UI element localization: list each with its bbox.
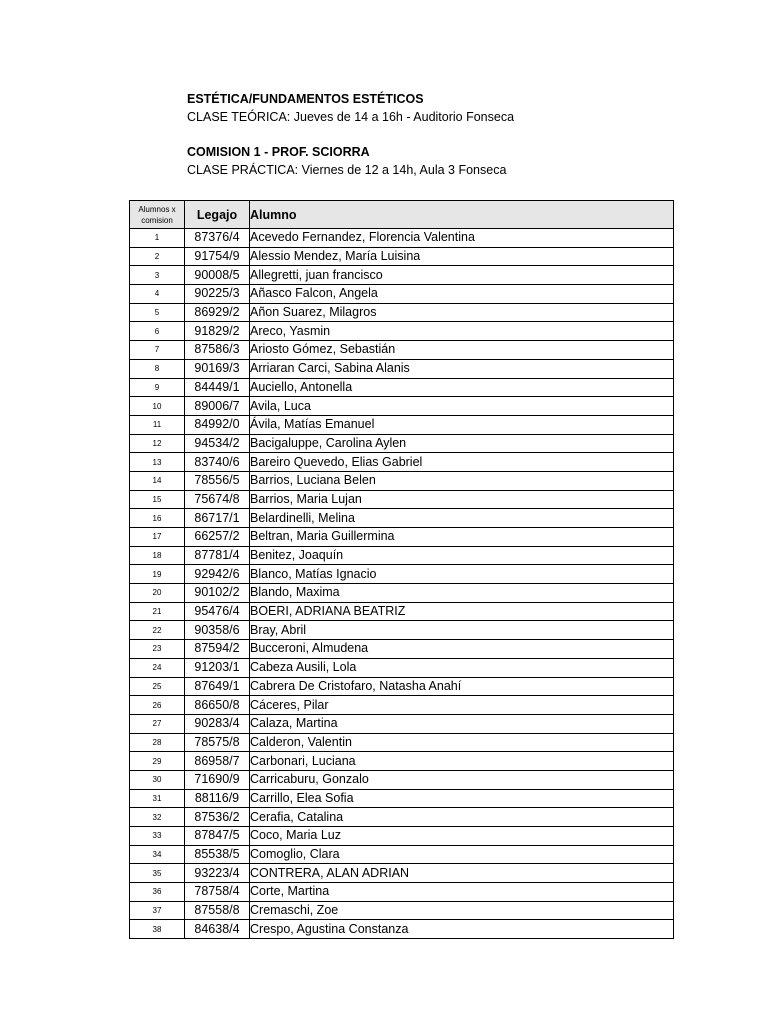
legajo-cell: 92942/6 [185,565,250,584]
legajo-cell: 87586/3 [185,341,250,360]
table-row [130,285,674,304]
student-name-cell: Benitez, Joaquín [250,546,674,565]
row-number: 6 [130,322,185,341]
student-name-cell: Coco, Maria Luz [250,827,674,846]
document-header [187,90,514,179]
table-row [130,247,674,266]
legajo-cell: 66257/2 [185,528,250,547]
student-name-cell: Alessio Mendez, María Luisina [250,247,674,266]
legajo-cell: 86958/7 [185,752,250,771]
student-name-cell: Calaza, Martina [250,714,674,733]
table-row [130,733,674,752]
student-name-cell: Calderon, Valentin [250,733,674,752]
student-name-cell: Cabrera De Cristofaro, Natasha Anahí [250,677,674,696]
row-number: 35 [130,864,185,883]
legajo-cell: 71690/9 [185,770,250,789]
row-number: 31 [130,789,185,808]
student-name-cell: Ávila, Matías Emanuel [250,415,674,434]
table-row [130,546,674,565]
legajo-cell: 94534/2 [185,434,250,453]
legajo-cell: 87536/2 [185,808,250,827]
row-number: 12 [130,434,185,453]
legajo-cell: 87376/4 [185,229,250,248]
row-number: 16 [130,509,185,528]
row-number: 27 [130,714,185,733]
table-row [130,752,674,771]
table-row [130,584,674,603]
legajo-cell: 84638/4 [185,920,250,939]
student-name-cell: Areco, Yasmin [250,322,674,341]
legajo-cell: 89006/7 [185,397,250,416]
table-row [130,322,674,341]
table-row [130,621,674,640]
student-name-cell: Acevedo Fernandez, Florencia Valentina [250,229,674,248]
student-name-cell: Bucceroni, Almudena [250,640,674,659]
table-row [130,378,674,397]
row-number: 13 [130,453,185,472]
legajo-cell: 86650/8 [185,696,250,715]
student-name-cell: Allegretti, juan francisco [250,266,674,285]
legajo-cell: 91203/1 [185,658,250,677]
table-row [130,808,674,827]
table-row [130,714,674,733]
student-name-cell: Añon Suarez, Milagros [250,303,674,322]
legajo-cell: 87781/4 [185,546,250,565]
row-number: 18 [130,546,185,565]
student-name-cell: Auciello, Antonella [250,378,674,397]
table-row [130,509,674,528]
table-row [130,359,674,378]
legajo-cell: 78758/4 [185,883,250,902]
student-name-cell: Ariosto Gómez, Sebastián [250,341,674,360]
legajo-cell: 95476/4 [185,602,250,621]
student-name-cell: Bareiro Quevedo, Elias Gabriel [250,453,674,472]
row-number: 25 [130,677,185,696]
table-row [130,397,674,416]
table-row [130,677,674,696]
table-row [130,864,674,883]
student-name-cell: Cerafia, Catalina [250,808,674,827]
table-row [130,341,674,360]
legajo-cell: 90102/2 [185,584,250,603]
legajo-cell: 86929/2 [185,303,250,322]
table-row [130,453,674,472]
student-name-cell: Belardinelli, Melina [250,509,674,528]
row-number: 7 [130,341,185,360]
column-header-legajo: Legajo [185,201,250,229]
legajo-cell: 88116/9 [185,789,250,808]
student-name-cell: Barrios, Maria Lujan [250,490,674,509]
legajo-cell: 83740/6 [185,453,250,472]
legajo-cell: 78556/5 [185,471,250,490]
student-name-cell: Comoglio, Clara [250,845,674,864]
legajo-cell: 78575/8 [185,733,250,752]
table-row [130,434,674,453]
student-name-cell: Barrios, Luciana Belen [250,471,674,490]
row-number: 20 [130,584,185,603]
student-name-cell: Carrillo, Elea Sofia [250,789,674,808]
legajo-cell: 91829/2 [185,322,250,341]
table-row [130,901,674,920]
row-number: 36 [130,883,185,902]
row-number: 32 [130,808,185,827]
legajo-cell: 84449/1 [185,378,250,397]
practice-class-info: CLASE PRÁCTICA: Viernes de 12 a 14h, Aula 3 Fonseca [187,163,507,177]
legajo-cell: 85538/5 [185,845,250,864]
row-number: 28 [130,733,185,752]
table-row [130,602,674,621]
legajo-cell: 87594/2 [185,640,250,659]
table-body [130,229,674,939]
row-number: 26 [130,696,185,715]
legajo-cell: 90225/3 [185,285,250,304]
student-name-cell: Blanco, Matías Ignacio [250,565,674,584]
row-number: 17 [130,528,185,547]
table-row [130,528,674,547]
row-number: 10 [130,397,185,416]
column-header-number: Alumnos x comision [130,201,185,229]
table-row [130,883,674,902]
row-number: 19 [130,565,185,584]
table-row [130,827,674,846]
row-number: 37 [130,901,185,920]
table-row [130,696,674,715]
row-number: 1 [130,229,185,248]
student-name-cell: Beltran, Maria Guillermina [250,528,674,547]
legajo-cell: 93223/4 [185,864,250,883]
student-name-cell: Bacigaluppe, Carolina Aylen [250,434,674,453]
student-name-cell: CONTRERA, ALAN ADRIAN [250,864,674,883]
student-name-cell: BOERI, ADRIANA BEATRIZ [250,602,674,621]
legajo-cell: 90283/4 [185,714,250,733]
student-name-cell: Corte, Martina [250,883,674,902]
student-name-cell: Cáceres, Pilar [250,696,674,715]
table-row [130,471,674,490]
table-row [130,565,674,584]
table-row [130,303,674,322]
row-number: 8 [130,359,185,378]
row-number: 38 [130,920,185,939]
row-number: 14 [130,471,185,490]
legajo-cell: 87649/1 [185,677,250,696]
row-number: 9 [130,378,185,397]
legajo-cell: 91754/9 [185,247,250,266]
table-row [130,920,674,939]
student-name-cell: Arriaran Carci, Sabina Alanis [250,359,674,378]
legajo-cell: 87558/8 [185,901,250,920]
row-number: 22 [130,621,185,640]
course-title: ESTÉTICA/FUNDAMENTOS ESTÉTICOS [187,92,424,106]
student-name-cell: Crespo, Agustina Constanza [250,920,674,939]
legajo-cell: 86717/1 [185,509,250,528]
column-header-alumno: Alumno [250,201,674,229]
student-name-cell: Carbonari, Luciana [250,752,674,771]
student-name-cell: Avila, Luca [250,397,674,416]
row-number: 24 [130,658,185,677]
legajo-cell: 84992/0 [185,415,250,434]
row-number: 2 [130,247,185,266]
student-name-cell: Bray, Abril [250,621,674,640]
student-roster-table [129,200,674,939]
table-row [130,770,674,789]
row-number: 11 [130,415,185,434]
table-row [130,229,674,248]
table-header-row [130,201,674,229]
table-row [130,415,674,434]
table-row [130,640,674,659]
row-number: 21 [130,602,185,621]
table-row [130,490,674,509]
theory-class-info: CLASE TEÓRICA: Jueves de 14 a 16h - Auditorio Fonseca [187,110,515,124]
row-number: 29 [130,752,185,771]
table-row [130,845,674,864]
table-row [130,266,674,285]
row-number: 4 [130,285,185,304]
legajo-cell: 90008/5 [185,266,250,285]
legajo-cell: 87847/5 [185,827,250,846]
row-number: 3 [130,266,185,285]
row-number: 5 [130,303,185,322]
row-number: 34 [130,845,185,864]
table-row [130,789,674,808]
commission-title: COMISION 1 - PROF. SCIORRA [187,145,370,159]
row-number: 30 [130,770,185,789]
row-number: 33 [130,827,185,846]
student-name-cell: Cremaschi, Zoe [250,901,674,920]
row-number: 15 [130,490,185,509]
student-name-cell: Añasco Falcon, Angela [250,285,674,304]
legajo-cell: 90169/3 [185,359,250,378]
legajo-cell: 75674/8 [185,490,250,509]
row-number: 23 [130,640,185,659]
legajo-cell: 90358/6 [185,621,250,640]
student-name-cell: Carricaburu, Gonzalo [250,770,674,789]
table-row [130,658,674,677]
student-name-cell: Cabeza Ausili, Lola [250,658,674,677]
student-name-cell: Blando, Maxima [250,584,674,603]
